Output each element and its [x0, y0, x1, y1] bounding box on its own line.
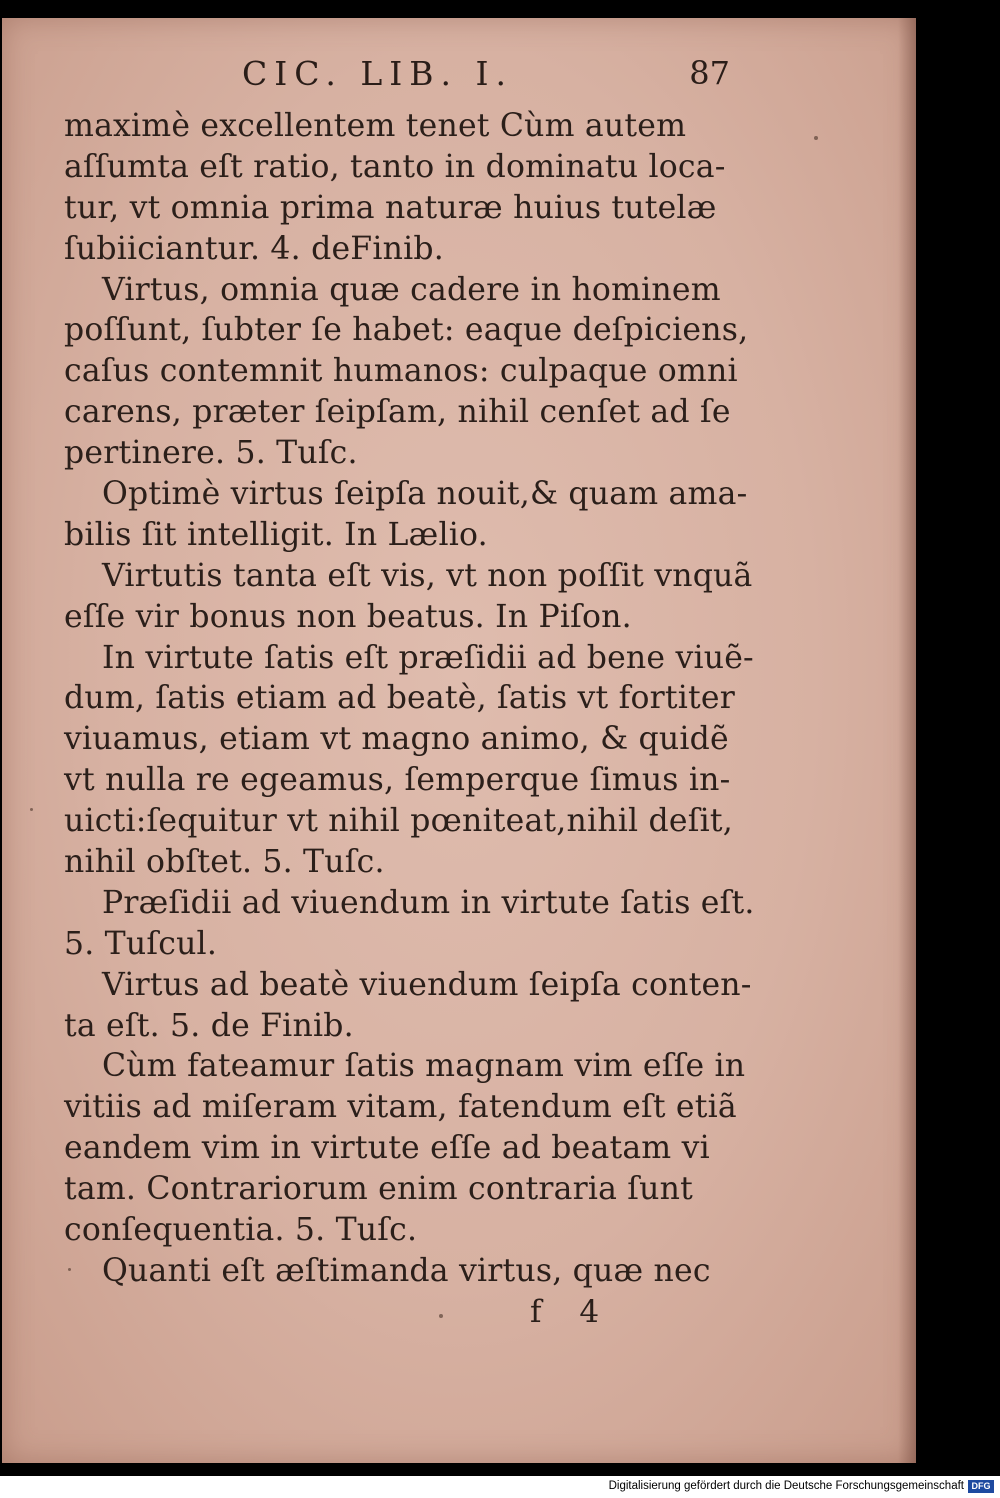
text-line: dum, ſatis etiam ad beatè, ſatis vt fortiter [64, 680, 735, 717]
text-line: tam. Contrariorum enim contraria ſunt [64, 1171, 694, 1208]
text-line: vitiis ad miſeram vitam, fatendum eſt etiã [64, 1089, 737, 1126]
text-line: nihil obſtet. 5. Tuſc. [64, 844, 385, 881]
text-line: caſus contemnit humanos: culpaque omni [64, 353, 738, 390]
text-line: pertinere. 5. Tuſc. [64, 435, 358, 472]
book-page [2, 18, 916, 1463]
text-line: carens, præter ſeipſam, nihil cenſet ad ſe [64, 394, 731, 431]
paper-speck [30, 808, 33, 811]
text-line: In virtute ſatis eſt præſidii ad bene viuẽ- [102, 639, 754, 676]
text-line: Virtus ad beatè viuendum ſeipſa conten- [102, 966, 752, 1003]
running-head: CIC. LIB. I. [242, 54, 514, 93]
text-line: Cùm fateamur ſatis magnam vim eſſe in [102, 1048, 746, 1085]
text-line: viuamus, etiam vt magno animo, & quidẽ [64, 721, 729, 758]
text-line: tur, vt omnia prima naturæ huius tutelæ [64, 189, 717, 226]
signature-mark: f 4 [530, 1294, 614, 1330]
text-body [64, 106, 755, 1292]
text-line: eandem vim in virtute eſſe ad beatam vi [64, 1130, 710, 1167]
text-line: aſſumta eſt ratio, tanto in dominatu loca- [64, 148, 726, 185]
text-line: ta eſt. 5. de Finib. [64, 1007, 354, 1044]
funding-credit: Digitalisierung gefördert durch die Deutsche Forschungsgemeinschaft [608, 1480, 964, 1492]
text-line: ſubiiciantur. 4. deFinib. [64, 230, 444, 267]
text-line: Optimè virtus ſeipſa nouit,& quam ama- [102, 476, 748, 513]
text-line: Virtutis tanta eſt vis, vt non poſſit vnquã [102, 557, 753, 594]
text-line: poſſunt, ſubter ſe habet: eaque deſpiciens, [64, 312, 749, 349]
text-line: conſequentia. 5. Tuſc. [64, 1212, 418, 1249]
text-line: Quanti eſt æſtimanda virtus, quæ nec [102, 1252, 711, 1289]
text-line: maximè excellentem tenet Cùm autem [64, 108, 687, 144]
text-line: bilis ſit intelligit. In Lælio. [64, 516, 488, 553]
text-line: uicti:ſequitur vt nihil pœniteat,nihil deſit, [64, 803, 733, 840]
text-line: 5. Tuſcul. [64, 925, 218, 962]
text-line: vt nulla re egeamus, ſemperque ſimus in- [64, 762, 731, 799]
digitization-footer [0, 1476, 1000, 1498]
page-number: 87 [689, 54, 730, 92]
text-line: eſſe vir bonus non beatus. In Piſon. [64, 598, 632, 635]
text-line: Virtus, omnia quæ cadere in hominem [102, 271, 721, 308]
dfg-logo-icon: DFG [968, 1480, 994, 1493]
page-header [242, 54, 742, 98]
paper-speck [814, 136, 818, 140]
paper-speck [439, 1314, 443, 1318]
text-line: Præſidii ad viuendum in virtute ſatis eſt. [102, 884, 755, 921]
page-edge-shadow [898, 18, 916, 1463]
paper-speck [68, 1268, 71, 1271]
